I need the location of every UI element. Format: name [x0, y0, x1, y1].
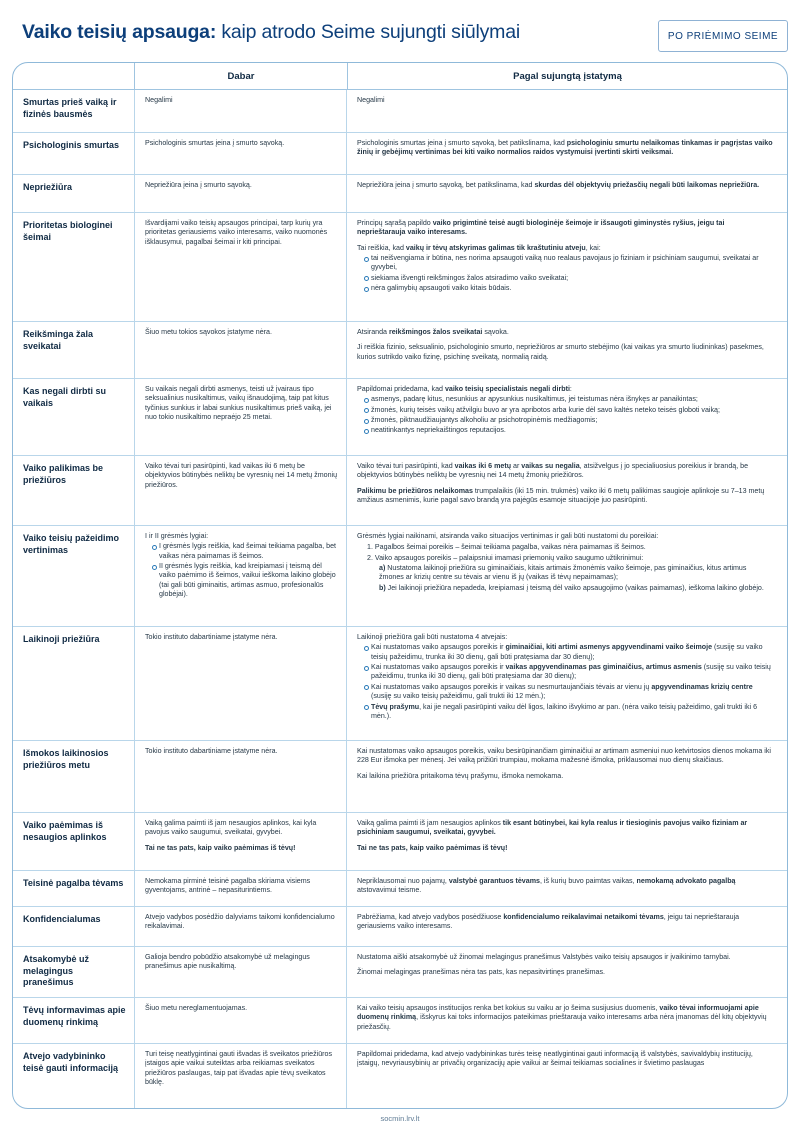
row-topic: Vaiko teisių pažeidimo vertinimas: [23, 533, 120, 555]
row-new: Nepriklausomai nuo pajamų, valstybė garantuos tėvams, iš kurių buvo paimtas vaikas, nemokamą advokato pagalbą atstovavimui teisme.: [346, 871, 787, 906]
header-new: Pagal sujungtą įstatymą: [347, 63, 787, 89]
row-now: Atvejo vadybos posėdžio dalyviams taikomi konfidencialumo reikalavimai.: [134, 907, 346, 946]
list-item: siekiama išvengti reikšmingos žalos atsiradimo vaiko sveikatai;: [364, 274, 773, 283]
table-row: [13, 175, 787, 213]
row-topic: Atvejo vadybininko teisė gauti informaciją: [23, 1051, 119, 1073]
header-topic-cell: [13, 63, 134, 89]
row-now: Turi teisę neatlygintinai gauti išvadas iš sveikatos priežiūros įstaigos apie vaikui suteiktas arba reikiamas sveikatos priežiūros paslaugas, taip pat išvadas apie tėvų sveikatos būklę.: [134, 1044, 346, 1109]
row-new: Vaiko tėvai turi pasirūpinti, kad vaikas iki 6 metų ar vaikas su negalia, atsižvelgus į jo specialiuosius poreikius ir brandą, be objektyvios būtinybės neliktų be vyresnių nei 14 metų žmonių priežiūros. Palikimu be priežiūros nelaikomas trumpalaikis (iki 15 min. trukmės) vaiko iki 6 metų palikimas saugioje aplinkoje su 7–13 metų amžiaus asmenimis, kurie pagal savo brandą yra pajėgūs esamoje situacijoje juo pasirūpinti.: [346, 456, 787, 525]
status-badge: PO PRIĖMIMO SEIME: [658, 20, 788, 52]
list-item: b) Jei laikinoji priežiūra nepadeda, kreipiamasi į teismą dėl vaiko apsaugojimo (vaikas paimamas), ieškoma laikino globėjo.: [379, 583, 764, 592]
table-row: [13, 627, 787, 741]
table-row: [13, 322, 787, 379]
table-row: [13, 998, 787, 1044]
bullet-list: [357, 254, 773, 293]
list-item: 1. Pagalbos šeimai poreikis – šeimai teikiama pagalba, vaikas nėra paimamas iš šeimos.: [367, 543, 646, 552]
bullet-list: [357, 395, 773, 435]
row-now: Šiuo metu nereglamentuojamas.: [134, 998, 346, 1043]
row-now: Vaiką galima paimti iš jam nesaugios aplinkos, kai kyla pavojus vaiko saugumui, sveikatai, gyvybei. Tai ne tas pats, kaip vaiko paėmimas iš tėvų!: [134, 813, 346, 870]
row-now: Psichologinis smurtas įeina į smurto sąvoką.: [134, 133, 346, 174]
row-new: Papildomai pridedama, kad vaiko teisių specialistais negali dirbti: asmenys, padarę kitus, nesunkius ar apysunkius nusikaltimus, jei teistumas nėra išnykęs ar panaikintas; žmonės, kurių teisės vaikų atžvilgiu buvo ar yra apribotos arba kurie dėl savo kaltės neteko teisės globoti vaiką; žmonės, piktnaudžiaujantys alkoholiu ar psichotropinėmis medžiagomis; neatitinkantys nepriekaištingos reputacijos.: [346, 379, 787, 455]
row-topic: Tėvų informavimas apie duomenų rinkimą: [23, 1005, 126, 1027]
list-item: Tėvų prašymu, kai jie negali pasirūpinti vaiku dėl ligos, laikino išvykimo ar pan. (nėra vaiko teisių pažeidimo, gali trukti iki 6 mėn.).: [364, 703, 773, 722]
bullet-list: [357, 643, 773, 721]
row-now: Nemokama pirminė teisinė pagalba skiriama visiems gyventojams, antrinė – nepasiturintiems.: [134, 871, 346, 906]
row-new: Vaiką galima paimti iš jam nesaugios aplinkos tik esant būtinybei, kai kyla realus ir tiesioginis pavojus vaiko fiziniam ar psichiniam saugumui, sveikatai, gyvybei. Tai ne tas pats, kaip vaiko paėmimas iš tėvų!: [346, 813, 787, 870]
row-now: Šiuo metu tokios sąvokos įstatyme nėra.: [134, 322, 346, 378]
row-new: Psichologinis smurtas įeina į smurto sąvoką, bet patikslinama, kad psichologiniu smurtu nelaikomas tinkamas ir pagrįstas vaiko žinių ir gebėjimų vertinimas bei kiti vaiko normalios raidos vystymuisi įvertinti skirti veiksmai.: [346, 133, 787, 174]
row-topic: Nepriežiūra: [23, 182, 73, 192]
row-new: Grėsmės lygiai naikinami, atsiranda vaiko situacijos vertinimas ir gali būti nustatomi du poreikiai: 1. Pagalbos šeimai poreikis – šeimai teikiama pagalba, vaikas nėra paimamas iš šeimos. 2. Vaiko apsaugos poreikis – palaipsniui imamasi priemonių vaiko saugumo užtikrinimui: a) Nustatoma laikinoji priežiūra su giminaičiais, kitais artimais žmonėmis vaiko šeimoje, pas giminaičius, kitus artimus žmones ar krizių centre su tėvais ar vienu iš jų (vaikas iš tėvų nepaimamas); b) Jei laikinoji priežiūra nepadeda, kreipiamasi į teismą dėl vaiko apsaugojimo (vaikas paimamas), ieškoma laikino globėjo.: [346, 526, 787, 626]
table-row: [13, 526, 787, 627]
row-new: Papildomai pridedama, kad atvejo vadybininkas turės teisę neatlygintinai gauti informaciją iš valstybės, savivaldybių institucijų, įstaigų, nevyriausybinių ar privačių organizacijų apie vaikui ar šeimai teikiamas socialines ir švietimo paslaugas: [346, 1044, 787, 1109]
numbered-list: [357, 543, 773, 593]
table-row: [13, 90, 787, 133]
row-now: Vaiko tėvai turi pasirūpinti, kad vaikas iki 6 metų be objektyvios būtinybės neliktų be vyresnių nei 14 metų žmonių priežiūros.: [134, 456, 346, 525]
row-new: Negalimi: [346, 90, 787, 132]
row-topic: Laikinoji priežiūra: [23, 634, 100, 644]
row-topic: Reikšminga žala sveikatai: [23, 329, 94, 351]
list-item: neatitinkantys nepriekaištingos reputacijos.: [364, 426, 773, 435]
table-row: [13, 1044, 787, 1109]
table-header: [13, 63, 787, 90]
list-item: asmenys, padarę kitus, nesunkius ar apysunkius nusikaltimus, jei teistumas nėra išnykęs ar panaikintas;: [364, 395, 773, 404]
list-item: Kai nustatomas vaiko apsaugos poreikis ir vaikas apgyvendinamas pas giminaičius, artimus asmenis (susiję su vaiko teisių pažeidimu, trunka iki 30 dienų, gali būti pratęsiama dar 30 dienų);: [364, 663, 773, 682]
row-now: Tokio instituto dabartiniame įstatyme nėra.: [134, 741, 346, 812]
table-row: [13, 456, 787, 526]
table-row: [13, 213, 787, 322]
list-item: žmonės, kurių teisės vaikų atžvilgiu buvo ar yra apribotos arba kurie dėl savo kaltės neteko teisės globoti vaiką;: [364, 406, 773, 415]
row-topic: Vaiko paėmimas iš nesaugios aplinkos: [23, 820, 107, 842]
list-item: Kai nustatomas vaiko apsaugos poreikis ir giminaičiai, kiti artimi asmenys apgyvendinami vaiko šeimoje (susiję su vaiko teisių pažeidimu, trunka iki 30 dienų, gali būti pratęsiama dar 30 dienų);: [364, 643, 773, 662]
page-title: Vaiko teisių apsauga: kaip atrodo Seime sujungti siūlymai: [22, 21, 520, 43]
list-item: II grėsmės lygis reiškia, kad kreipiamasi į teismą dėl vaiko paėmimo iš šeimos, vaikui ieškoma laikino globėjo (tai gali būti giminaitis, artimas asmuo, profesionalūs globėjai).: [152, 562, 338, 599]
row-new: Nepriežiūra įeina į smurto sąvoką, bet patikslinama, kad skurdas dėl objektyvių priežasčių negali būti laikomas nepriežiūra.: [346, 175, 787, 212]
row-topic: Prioritetas biologinei šeimai: [23, 220, 113, 242]
row-now: I ir II grėsmės lygiai: I grėsmės lygis reiškia, kad šeimai teikiama pagalba, bet vaikas nėra paimamas iš šeimos. II grėsmės lygis reiškia, kad kreipiamasi į teismą dėl vaiko paėmimo iš šeimos, vaikui ieškoma laikino globėjo (tai gali būti giminaitis, artimas asmuo, profesionalūs globėjai).: [134, 526, 346, 626]
table-row: [13, 379, 787, 456]
row-topic: Kas negali dirbti su vaikais: [23, 386, 107, 408]
row-topic: Smurtas prieš vaiką ir fizinės bausmės: [23, 97, 117, 119]
comparison-table: [12, 62, 788, 1109]
table-row: [13, 133, 787, 175]
table-row: [13, 871, 787, 907]
table-row: [13, 947, 787, 998]
bullet-list: [145, 542, 338, 599]
list-item: Kai nustatomas vaiko apsaugos poreikis ir vaikas su nesmurtaujančiais tėvais ar vienu jų apgyvendinamas krizių centre (susiję su vaiko teisių pažeidimu, gali trukti iki 12 mėn.);: [364, 683, 773, 702]
list-item: tai neišvengiama ir būtina, nes norima apsaugoti vaiką nuo realaus pavojaus jo fiziniam ir psichiniam saugumui, sveikatai ar gyvybei,: [364, 254, 773, 273]
list-item: 2. Vaiko apsaugos poreikis – palaipsniui imamasi priemonių vaiko saugumo užtikrinimui:: [367, 553, 644, 562]
row-now: Su vaikais negali dirbti asmenys, teisti už įvairaus tipo seksualinius nusikaltimus, vaikų išnaudojimą, taip pat kitus tyčinius sunkius ir labai sunkius nusikaltimus prieš vaiką, jei nuo tokio nusikaltimo nepraėjo 25 metai.: [134, 379, 346, 455]
row-topic: Konfidencialumas: [23, 914, 101, 924]
page-header: [22, 20, 788, 54]
row-topic: Vaiko palikimas be priežiūros: [23, 463, 104, 485]
list-item: žmonės, piktnaudžiaujantys alkoholiu ar psichotropinėmis medžiagomis;: [364, 416, 773, 425]
row-topic: Teisinė pagalba tėvams: [23, 878, 124, 888]
table-row: [13, 907, 787, 947]
list-item: a) Nustatoma laikinoji priežiūra su giminaičiais, kitais artimais žmonėmis vaiko šeimoje, pas giminaičius, kitus artimus žmones ar krizių centre su tėvais ar vienu iš jų (vaikas iš tėvų nepaimamas);: [379, 564, 747, 582]
table-row: [13, 813, 787, 871]
row-topic: Atsakomybė už melagingus pranešimus: [23, 954, 90, 988]
table-row: [13, 741, 787, 813]
row-new: Kai vaiko teisių apsaugos institucijos renka bet kokius su vaiku ar jo šeima susijusius duomenis, vaiko tėvai informuojami apie duomenų rinkimą, išskyrus kai toks informacijos pateikimas prieštarauja vaiko interesams arba nėra įmanomas dėl kitų objektyvių priežasčių.: [346, 998, 787, 1043]
list-item: nėra galimybių apsaugoti vaiko kitais būdais.: [364, 284, 773, 293]
row-new: Kai nustatomas vaiko apsaugos poreikis, vaiku besirūpinančiam giminaičiui ar artimam asmeniui nuo ketvirtosios dienos mokama iki 228 Eur išmoka per mėnesį. Jei vaiką prižiūri trumpiau, mokama mažesnė išmoka, priklausomai nuo dienų skaičiaus. Kai laikina priežiūra pritaikoma tėvų prašymu, išmoka nemokama.: [346, 741, 787, 812]
row-topic: Psichologinis smurtas: [23, 140, 120, 150]
row-now: Išvardijami vaiko teisių apsaugos principai, tarp kurių yra prioritetas geriausiems vaiko interesams, vaiko nuomonės išklausymui, pagalbai šeimai ir kiti principai.: [134, 213, 346, 321]
footer-url: socmin.lrv.lt: [380, 1114, 420, 1123]
list-item: I grėsmės lygis reiškia, kad šeimai teikiama pagalba, bet vaikas nėra paimamas iš šeimos.: [152, 542, 338, 561]
row-now: Galioja bendro pobūdžio atsakomybė už melagingus pranešimus apie nusikaltimą.: [134, 947, 346, 997]
row-new: Atsiranda reikšmingos žalos sveikatai sąvoka. Ji reiškia fizinio, seksualinio, psichologinio smurto, nepriežiūros ar smurto stebėjimo (kai vaikas yra smurto liudininkas) pasekmes, kurios sutrikdo vaiko fizinę, psichinę sveikatą, normalią raidą.: [346, 322, 787, 378]
row-new: Laikinoji priežiūra gali būti nustatoma 4 atvejais: Kai nustatomas vaiko apsaugos poreikis ir giminaičiai, kiti artimi asmenys apgyvendinami vaiko šeimoje (susiję su vaiko teisių pažeidimu, trunka iki 30 dienų, gali būti pratęsiama dar 30 dienų); Kai nustatomas vaiko apsaugos poreikis ir vaikas apgyvendinamas pas giminaičius, artimus asmenis (susiję su vaiko teisių pažeidimu, trunka iki 30 dienų, gali būti pratęsiama dar 30 dienų); Kai nustatomas vaiko apsaugos poreikis ir vaikas su nesmurtaujančiais tėvais ar vienu jų apgyvendinamas krizių centre (susiję su vaiko teisių pažeidimu, gali trukti iki 12 mėn.); Tėvų prašymu, kai jie negali pasirūpinti vaiku dėl ligos, laikino išvykimo ar pan. (nėra vaiko teisių pažeidimo, gali trukti iki 6 mėn.).: [346, 627, 787, 740]
row-new: Nustatoma aiški atsakomybė už žinomai melagingus pranešimus Valstybės vaiko teisių apsaugos ir įvaikinimo tarnybai. Žinomai melagingas pranešimas nėra tas pats, kas nepasitvirtinęs pranešimas.: [346, 947, 787, 997]
row-now: Tokio instituto dabartiniame įstatyme nėra.: [134, 627, 346, 740]
row-new: Principų sąrašą papildo vaiko prigimtinė teisė augti biologinėje šeimoje ir išsaugoti giminystės ryšius, jeigu tai neprieštarauja vaiko interesams. Tai reiškia, kad vaikų ir tėvų atskyrimas galimas tik kraštutiniu atveju, kai: tai neišvengiama ir būtina, nes norima apsaugoti vaiką nuo realaus pavojaus jo fiziniam ir psichiniam saugumui, sveikatai ar gyvybei, siekiama išvengti reikšmingos žalos atsiradimo vaiko sveikatai; nėra galimybių apsaugoti vaiko kitais būdais.: [346, 213, 787, 321]
row-now: Nepriežiūra įeina į smurto sąvoką.: [134, 175, 346, 212]
header-now: Dabar: [134, 63, 347, 89]
row-now: Negalimi: [134, 90, 346, 132]
row-new: Pabrėžiama, kad atvejo vadybos posėdžiuose konfidencialumo reikalavimai netaikomi tėvams, jeigu tai neprieštarauja geriausiems vaiko interesams.: [346, 907, 787, 946]
row-topic: Išmokos laikinosios priežiūros metu: [23, 748, 109, 770]
